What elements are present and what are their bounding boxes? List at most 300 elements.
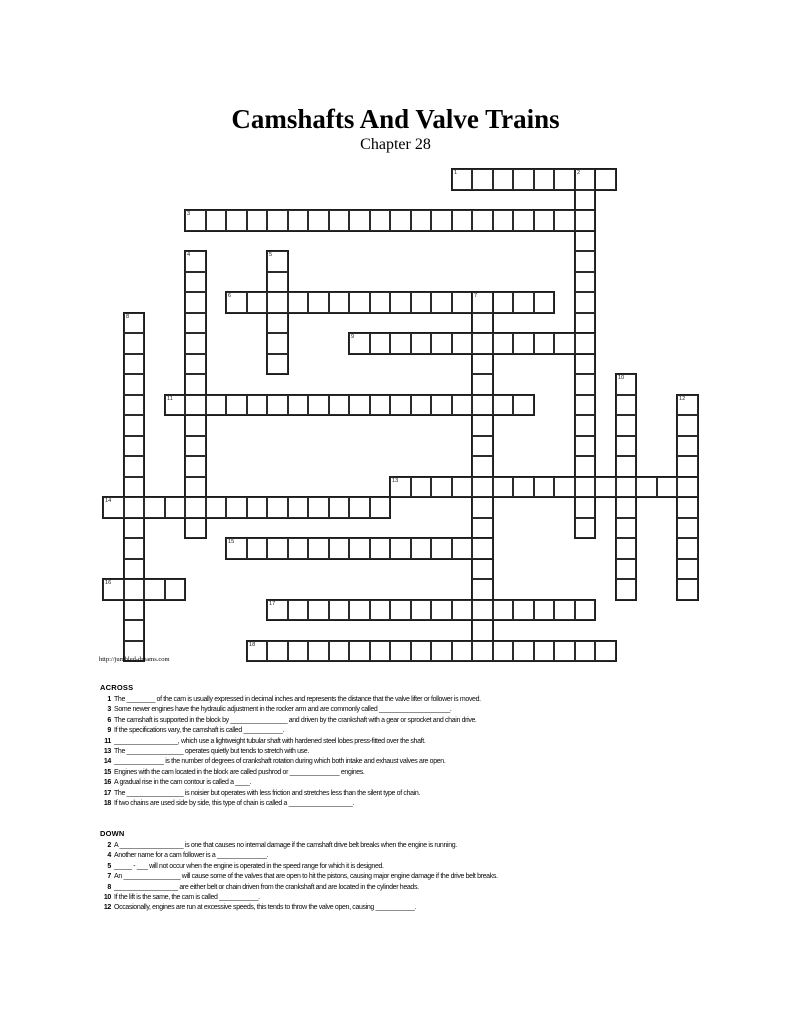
clue-number: 15 bbox=[103, 768, 111, 776]
grid-cell[interactable] bbox=[575, 190, 596, 211]
grid-cell[interactable] bbox=[185, 395, 206, 416]
word-9-across bbox=[348, 332, 596, 355]
grid-cell[interactable] bbox=[431, 477, 452, 498]
grid-cell[interactable] bbox=[534, 641, 555, 662]
grid-cell[interactable] bbox=[370, 538, 391, 559]
grid-cell[interactable] bbox=[452, 641, 473, 662]
grid-cell[interactable] bbox=[677, 518, 698, 539]
grid-cell[interactable] bbox=[636, 477, 657, 498]
grid-cell[interactable] bbox=[493, 333, 514, 354]
grid-cell[interactable] bbox=[677, 415, 698, 436]
grid-cell[interactable] bbox=[103, 497, 124, 518]
grid-cell[interactable] bbox=[677, 579, 698, 600]
clue-text: The ________ of the cam is usually expressed in decimal inches and represents the distance that the valve lifter or follower is moved. bbox=[114, 696, 481, 703]
grid-cell[interactable] bbox=[288, 538, 309, 559]
grid-cell[interactable] bbox=[534, 292, 555, 313]
grid-cell[interactable] bbox=[575, 641, 596, 662]
grid-cell[interactable] bbox=[472, 600, 493, 621]
grid-cell[interactable] bbox=[411, 477, 432, 498]
grid-cell[interactable] bbox=[267, 600, 288, 621]
grid-cell[interactable] bbox=[554, 477, 575, 498]
grid-cell[interactable] bbox=[513, 169, 534, 190]
grid-cell[interactable] bbox=[267, 272, 288, 293]
grid-cell[interactable] bbox=[165, 395, 186, 416]
grid-cell[interactable] bbox=[513, 333, 534, 354]
grid-cell[interactable] bbox=[616, 456, 637, 477]
grid-cell[interactable] bbox=[575, 210, 596, 231]
grid-cell[interactable] bbox=[616, 538, 637, 559]
grid-cell[interactable] bbox=[616, 518, 637, 539]
grid-cell[interactable] bbox=[472, 415, 493, 436]
word-8-down bbox=[123, 312, 146, 663]
grid-cell[interactable] bbox=[124, 579, 145, 600]
grid-cell[interactable] bbox=[165, 497, 186, 518]
grid-cell[interactable] bbox=[411, 538, 432, 559]
grid-cell[interactable] bbox=[370, 600, 391, 621]
grid-cell[interactable] bbox=[165, 579, 186, 600]
across-header: ACROSS bbox=[100, 683, 134, 692]
clue-text: _____ - ___ will not occur when the engine is operated in the speed range for which it is designed. bbox=[114, 862, 384, 870]
grid-cell[interactable] bbox=[308, 600, 329, 621]
grid-cell[interactable] bbox=[349, 210, 370, 231]
grid-cell[interactable] bbox=[124, 620, 145, 641]
grid-cell[interactable] bbox=[308, 210, 329, 231]
grid-cell[interactable] bbox=[185, 374, 206, 395]
grid-cell[interactable] bbox=[308, 641, 329, 662]
grid-cell[interactable] bbox=[370, 641, 391, 662]
grid-cell[interactable] bbox=[677, 538, 698, 559]
grid-cell[interactable] bbox=[226, 538, 247, 559]
word-13-across bbox=[389, 476, 699, 499]
grid-cell[interactable] bbox=[677, 456, 698, 477]
grid-cell[interactable] bbox=[575, 333, 596, 354]
grid-cell[interactable] bbox=[493, 210, 514, 231]
grid-cell[interactable] bbox=[390, 210, 411, 231]
grid-cell[interactable] bbox=[329, 210, 350, 231]
grid-cell[interactable] bbox=[185, 477, 206, 498]
grid-cell[interactable] bbox=[124, 600, 145, 621]
clue-17-across bbox=[98, 790, 481, 800]
grid-cell[interactable] bbox=[616, 579, 637, 600]
clue-number: 10 bbox=[103, 893, 111, 901]
grid-cell[interactable] bbox=[534, 333, 555, 354]
grid-cell[interactable] bbox=[431, 538, 452, 559]
cell-number: 2 bbox=[576, 170, 580, 176]
grid-cell[interactable] bbox=[452, 395, 473, 416]
grid-cell[interactable] bbox=[185, 251, 206, 272]
grid-cell[interactable] bbox=[390, 477, 411, 498]
grid-cell[interactable] bbox=[288, 497, 309, 518]
grid-cell[interactable] bbox=[247, 292, 268, 313]
clue-text: Another name for a cam follower is a ______________. bbox=[114, 852, 269, 860]
cell-number: 16 bbox=[105, 580, 112, 586]
grid-cell[interactable] bbox=[267, 333, 288, 354]
grid-cell[interactable] bbox=[575, 395, 596, 416]
grid-cell[interactable] bbox=[472, 313, 493, 334]
clue-text: Occasionally, engines are run at excessive speeds, this tends to throw the valve open, causing ___________. bbox=[114, 904, 417, 912]
clue-number: 7 bbox=[107, 873, 111, 881]
grid-cell[interactable] bbox=[247, 497, 268, 518]
grid-cell[interactable] bbox=[493, 600, 514, 621]
clue-text: If two chains are used side by side, this type of chain is called a __________________. bbox=[114, 799, 355, 807]
clue-12-down bbox=[98, 904, 498, 914]
grid-cell[interactable] bbox=[575, 374, 596, 395]
grid-cell[interactable] bbox=[554, 210, 575, 231]
clue-text: The ________________ is noisier but operates with less friction and stretches less than the silent type of chain. bbox=[114, 789, 420, 797]
grid-cell[interactable] bbox=[554, 333, 575, 354]
clue-text: ______________ is the number of degrees of crankshaft rotation during which both intake and exhaust valves are open. bbox=[114, 758, 446, 766]
grid-cell[interactable] bbox=[431, 641, 452, 662]
grid-cell[interactable] bbox=[124, 456, 145, 477]
grid-cell[interactable] bbox=[124, 538, 145, 559]
grid-cell[interactable] bbox=[534, 169, 555, 190]
grid-cell[interactable] bbox=[472, 477, 493, 498]
grid-cell[interactable] bbox=[206, 210, 227, 231]
grid-cell[interactable] bbox=[247, 641, 268, 662]
clue-3-across bbox=[98, 706, 481, 716]
grid-cell[interactable] bbox=[513, 600, 534, 621]
word-11-across bbox=[164, 394, 535, 417]
clue-2-down bbox=[98, 842, 498, 852]
grid-cell[interactable] bbox=[267, 313, 288, 334]
clue-text: Some newer engines have the hydraulic adjustment in the rocker arm and are commonly called ____________________. bbox=[114, 706, 452, 714]
grid-cell[interactable] bbox=[349, 497, 370, 518]
down-header: DOWN bbox=[100, 829, 125, 838]
grid-cell[interactable] bbox=[124, 436, 145, 457]
grid-cell[interactable] bbox=[616, 559, 637, 580]
grid-cell[interactable] bbox=[349, 641, 370, 662]
grid-cell[interactable] bbox=[472, 559, 493, 580]
grid-cell[interactable] bbox=[411, 292, 432, 313]
clue-number: 8 bbox=[107, 883, 111, 891]
grid-cell[interactable] bbox=[124, 374, 145, 395]
grid-cell[interactable] bbox=[657, 477, 678, 498]
grid-cell[interactable] bbox=[472, 456, 493, 477]
grid-cell[interactable] bbox=[677, 497, 698, 518]
grid-cell[interactable] bbox=[124, 497, 145, 518]
grid-cell[interactable] bbox=[472, 395, 493, 416]
clue-13-across bbox=[98, 748, 481, 758]
grid-cell[interactable] bbox=[370, 333, 391, 354]
grid-cell[interactable] bbox=[329, 497, 350, 518]
grid-cell[interactable] bbox=[185, 497, 206, 518]
grid-cell[interactable] bbox=[616, 436, 637, 457]
grid-cell[interactable] bbox=[349, 600, 370, 621]
grid-cell[interactable] bbox=[472, 641, 493, 662]
grid-cell[interactable] bbox=[390, 395, 411, 416]
grid-cell[interactable] bbox=[390, 600, 411, 621]
grid-cell[interactable] bbox=[144, 497, 165, 518]
grid-cell[interactable] bbox=[575, 436, 596, 457]
grid-cell[interactable] bbox=[329, 538, 350, 559]
grid-cell[interactable] bbox=[329, 292, 350, 313]
cell-number: 7 bbox=[474, 293, 478, 299]
grid-cell[interactable] bbox=[124, 395, 145, 416]
grid-cell[interactable] bbox=[185, 456, 206, 477]
clue-number: 11 bbox=[104, 737, 111, 745]
grid-cell[interactable] bbox=[616, 497, 637, 518]
clue-number: 18 bbox=[103, 799, 111, 807]
clue-5-down bbox=[98, 863, 498, 873]
grid-cell[interactable] bbox=[390, 292, 411, 313]
grid-cell[interactable] bbox=[329, 395, 350, 416]
grid-cell[interactable] bbox=[308, 395, 329, 416]
clue-text: The camshaft is supported in the block by ________________ and driven by the crankshaft with a gear or sprocket and chain drive. bbox=[114, 716, 477, 724]
grid-cell[interactable] bbox=[472, 518, 493, 539]
clue-4-down bbox=[98, 852, 498, 862]
grid-cell[interactable] bbox=[431, 210, 452, 231]
grid-cell[interactable] bbox=[452, 477, 473, 498]
grid-cell[interactable] bbox=[472, 538, 493, 559]
grid-cell[interactable] bbox=[144, 579, 165, 600]
clue-11-across bbox=[98, 738, 481, 748]
grid-cell[interactable] bbox=[616, 415, 637, 436]
word-14-across bbox=[102, 496, 391, 519]
cell-number: 4 bbox=[187, 252, 191, 258]
grid-cell[interactable] bbox=[226, 210, 247, 231]
grid-cell[interactable] bbox=[370, 395, 391, 416]
word-15-across bbox=[225, 537, 494, 560]
grid-cell[interactable] bbox=[390, 333, 411, 354]
grid-cell[interactable] bbox=[288, 210, 309, 231]
grid-cell[interactable] bbox=[226, 292, 247, 313]
grid-cell[interactable] bbox=[103, 579, 124, 600]
grid-cell[interactable] bbox=[554, 600, 575, 621]
grid-cell[interactable] bbox=[616, 477, 637, 498]
grid-cell[interactable] bbox=[575, 600, 596, 621]
grid-cell[interactable] bbox=[349, 333, 370, 354]
grid-cell[interactable] bbox=[308, 292, 329, 313]
grid-cell[interactable] bbox=[206, 497, 227, 518]
grid-cell[interactable] bbox=[411, 395, 432, 416]
word-6-across bbox=[225, 291, 555, 314]
grid-cell[interactable] bbox=[267, 538, 288, 559]
grid-cell[interactable] bbox=[124, 313, 145, 334]
grid-cell[interactable] bbox=[431, 600, 452, 621]
clue-16-across bbox=[98, 779, 481, 789]
clue-text: If the specifications vary, the camshaft is called ___________. bbox=[114, 727, 285, 735]
grid-cell[interactable] bbox=[185, 292, 206, 313]
clue-number: 3 bbox=[107, 706, 111, 714]
grid-cell[interactable] bbox=[370, 210, 391, 231]
down-clues-list bbox=[98, 842, 498, 915]
grid-cell[interactable] bbox=[329, 600, 350, 621]
grid-cell[interactable] bbox=[185, 354, 206, 375]
clue-text: __________________, which use a lightweight tubular shaft with hardened steel lobes press-fitted over the shaft. bbox=[114, 737, 426, 745]
grid-cell[interactable] bbox=[493, 641, 514, 662]
grid-cell[interactable] bbox=[370, 497, 391, 518]
grid-cell[interactable] bbox=[267, 292, 288, 313]
grid-cell[interactable] bbox=[226, 497, 247, 518]
grid-cell[interactable] bbox=[185, 210, 206, 231]
grid-cell[interactable] bbox=[452, 333, 473, 354]
cell-number: 10 bbox=[617, 375, 624, 381]
grid-cell[interactable] bbox=[267, 354, 288, 375]
grid-cell[interactable] bbox=[411, 600, 432, 621]
grid-cell[interactable] bbox=[185, 313, 206, 334]
clue-number: 14 bbox=[103, 758, 111, 766]
grid-cell[interactable] bbox=[308, 538, 329, 559]
grid-cell[interactable] bbox=[247, 395, 268, 416]
grid-cell[interactable] bbox=[247, 210, 268, 231]
clue-number: 13 bbox=[103, 747, 111, 755]
grid-cell[interactable] bbox=[575, 169, 596, 190]
grid-cell[interactable] bbox=[575, 272, 596, 293]
clue-text: An ________________ will cause some of the valves that are open to hit the pistons, causing major engine damage if the drive belt breaks. bbox=[114, 873, 498, 881]
word-3-across bbox=[184, 209, 596, 232]
grid-cell[interactable] bbox=[513, 395, 534, 416]
grid-cell[interactable] bbox=[677, 395, 698, 416]
grid-cell[interactable] bbox=[267, 497, 288, 518]
across-clues-list bbox=[98, 696, 481, 810]
grid-cell[interactable] bbox=[431, 395, 452, 416]
grid-cell[interactable] bbox=[472, 579, 493, 600]
grid-cell[interactable] bbox=[575, 415, 596, 436]
grid-cell[interactable] bbox=[595, 641, 616, 662]
grid-cell[interactable] bbox=[452, 210, 473, 231]
grid-cell[interactable] bbox=[185, 436, 206, 457]
grid-cell[interactable] bbox=[616, 395, 637, 416]
grid-cell[interactable] bbox=[411, 210, 432, 231]
clue-15-across bbox=[98, 769, 481, 779]
grid-cell[interactable] bbox=[575, 518, 596, 539]
clue-text: A __________________ is one that causes no internal damage if the camshaft drive belt breaks when the engine is running. bbox=[114, 842, 457, 849]
grid-cell[interactable] bbox=[411, 333, 432, 354]
grid-cell[interactable] bbox=[124, 333, 145, 354]
grid-cell[interactable] bbox=[452, 292, 473, 313]
clue-text: Engines with the cam located in the block are called pushrod or ______________ engines. bbox=[114, 768, 365, 776]
grid-cell[interactable] bbox=[124, 559, 145, 580]
grid-cell[interactable] bbox=[472, 497, 493, 518]
grid-cell[interactable] bbox=[575, 231, 596, 252]
grid-cell[interactable] bbox=[472, 620, 493, 641]
grid-cell[interactable] bbox=[534, 477, 555, 498]
grid-cell[interactable] bbox=[452, 169, 473, 190]
clue-6-across bbox=[98, 717, 481, 727]
cell-number: 5 bbox=[269, 252, 273, 258]
grid-cell[interactable] bbox=[493, 292, 514, 313]
grid-cell[interactable] bbox=[267, 210, 288, 231]
grid-cell[interactable] bbox=[616, 374, 637, 395]
cell-number: 1 bbox=[453, 170, 457, 176]
grid-cell[interactable] bbox=[431, 333, 452, 354]
word-16-across bbox=[102, 578, 186, 601]
grid-cell[interactable] bbox=[185, 333, 206, 354]
grid-cell[interactable] bbox=[431, 292, 452, 313]
grid-cell[interactable] bbox=[472, 436, 493, 457]
grid-cell[interactable] bbox=[554, 169, 575, 190]
grid-cell[interactable] bbox=[267, 251, 288, 272]
word-18-across bbox=[246, 640, 617, 663]
clue-8-down bbox=[98, 884, 498, 894]
grid-cell[interactable] bbox=[124, 354, 145, 375]
grid-cell[interactable] bbox=[226, 395, 247, 416]
grid-cell[interactable] bbox=[554, 641, 575, 662]
clue-number: 4 bbox=[107, 852, 111, 860]
clue-number: 6 bbox=[107, 716, 111, 724]
grid-cell[interactable] bbox=[595, 169, 616, 190]
clue-number: 9 bbox=[107, 727, 111, 735]
grid-cell[interactable] bbox=[595, 477, 616, 498]
grid-cell[interactable] bbox=[575, 456, 596, 477]
grid-cell[interactable] bbox=[513, 210, 534, 231]
grid-cell[interactable] bbox=[677, 477, 698, 498]
clue-7-down bbox=[98, 873, 498, 883]
grid-cell[interactable] bbox=[472, 333, 493, 354]
cell-number: 17 bbox=[269, 600, 276, 607]
cell-number: 18 bbox=[248, 641, 255, 648]
grid-cell[interactable] bbox=[308, 497, 329, 518]
cell-number: 15 bbox=[228, 539, 235, 545]
grid-cell[interactable] bbox=[349, 395, 370, 416]
grid-cell[interactable] bbox=[513, 477, 534, 498]
grid-cell[interactable] bbox=[288, 600, 309, 621]
footer-url[interactable]: http://jumbled-dreams.com bbox=[99, 656, 170, 663]
grid-cell[interactable] bbox=[124, 477, 145, 498]
clue-number: 1 bbox=[107, 696, 111, 703]
grid-cell[interactable] bbox=[575, 497, 596, 518]
grid-cell[interactable] bbox=[288, 395, 309, 416]
grid-cell[interactable] bbox=[677, 436, 698, 457]
grid-cell[interactable] bbox=[206, 395, 227, 416]
grid-cell[interactable] bbox=[267, 395, 288, 416]
grid-cell[interactable] bbox=[390, 538, 411, 559]
grid-cell[interactable] bbox=[493, 477, 514, 498]
cell-number: 14 bbox=[105, 498, 112, 504]
grid-cell[interactable] bbox=[267, 641, 288, 662]
grid-cell[interactable] bbox=[575, 354, 596, 375]
cell-number: 12 bbox=[679, 395, 686, 402]
grid-cell[interactable] bbox=[472, 210, 493, 231]
grid-cell[interactable] bbox=[185, 518, 206, 539]
grid-cell[interactable] bbox=[472, 374, 493, 395]
grid-cell[interactable] bbox=[513, 641, 534, 662]
grid-cell[interactable] bbox=[288, 641, 309, 662]
grid-cell[interactable] bbox=[185, 415, 206, 436]
grid-cell[interactable] bbox=[472, 169, 493, 190]
grid-cell[interactable] bbox=[575, 251, 596, 272]
grid-cell[interactable] bbox=[185, 272, 206, 293]
grid-cell[interactable] bbox=[452, 538, 473, 559]
grid-cell[interactable] bbox=[411, 641, 432, 662]
page-title: Camshafts And Valve Trains bbox=[231, 104, 560, 134]
grid-cell[interactable] bbox=[534, 210, 555, 231]
grid-cell[interactable] bbox=[452, 600, 473, 621]
grid-cell[interactable] bbox=[349, 538, 370, 559]
grid-cell[interactable] bbox=[390, 641, 411, 662]
grid-cell[interactable] bbox=[575, 313, 596, 334]
grid-cell[interactable] bbox=[513, 292, 534, 313]
cell-number: 3 bbox=[187, 211, 191, 217]
grid-cell[interactable] bbox=[575, 477, 596, 498]
grid-cell[interactable] bbox=[575, 292, 596, 313]
grid-cell[interactable] bbox=[349, 292, 370, 313]
grid-cell[interactable] bbox=[329, 641, 350, 662]
grid-cell[interactable] bbox=[472, 292, 493, 313]
grid-cell[interactable] bbox=[247, 538, 268, 559]
grid-cell[interactable] bbox=[288, 292, 309, 313]
grid-cell[interactable] bbox=[493, 395, 514, 416]
grid-cell[interactable] bbox=[472, 354, 493, 375]
grid-cell[interactable] bbox=[493, 169, 514, 190]
grid-cell[interactable] bbox=[677, 559, 698, 580]
grid-cell[interactable] bbox=[124, 415, 145, 436]
grid-cell[interactable] bbox=[534, 600, 555, 621]
grid-cell[interactable] bbox=[124, 518, 145, 539]
cell-number: 11 bbox=[166, 395, 173, 402]
clue-text: The ________________ operates quietly but tends to stretch with use. bbox=[114, 747, 309, 755]
grid-cell[interactable] bbox=[370, 292, 391, 313]
